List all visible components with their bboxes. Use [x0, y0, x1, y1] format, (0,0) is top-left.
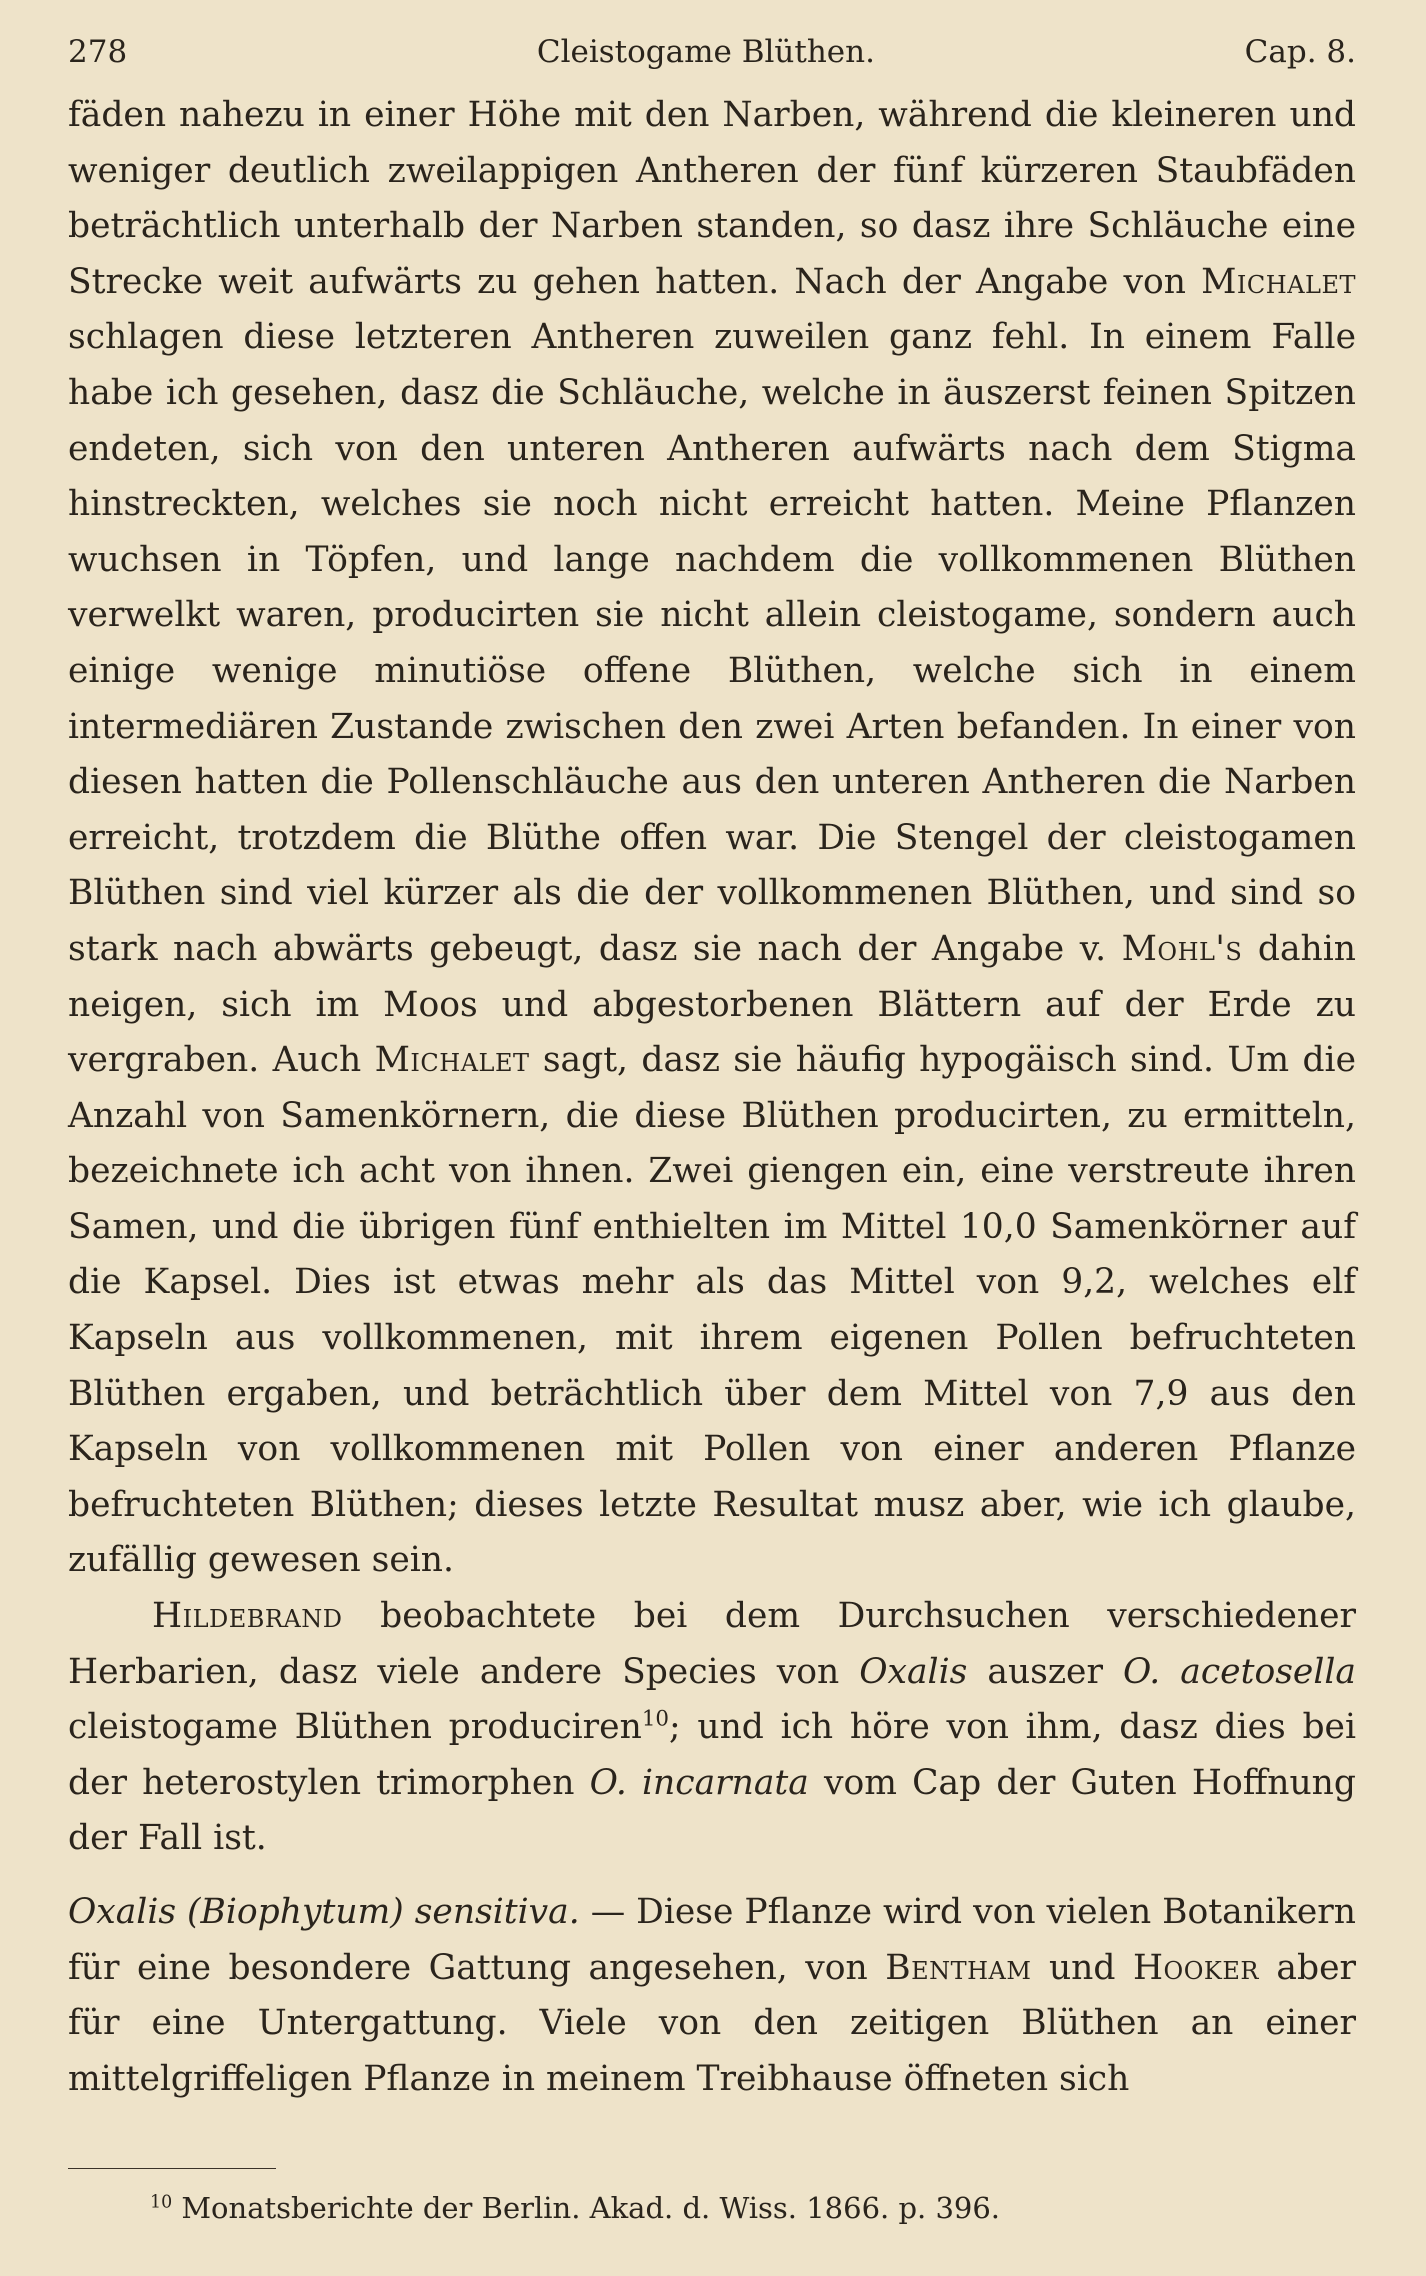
text-run: schlagen diese letzteren Antheren zuweilen ganz fehl. In einem Falle habe ich gesehen, dasz die Schläuche, welche in äuszerst feinen Spitzen endeten, sich von den unteren Antheren aufwärts nach dem Stigma hinstreckten, welches sie noch nicht erreicht hatten. Meine Pflanzen wuchsen in Töpfen, und lange nachdem die vollkommenen Blüthen verwelkt waren, producirten sie nicht allein cleistogame, sondern auch einige wenige minutiöse offene Blüthen, welche sich in einem intermediären Zustande zwischen den zwei Arten befanden. In einer von diesen hatten die Pollenschläuche aus den unteren Antheren die Narben erreicht, trotzdem die Blüthe offen war. Die Stengel der cleistogamen Blüthen sind viel kürzer als die der vollkommenen Blüthen, und sind so stark nach abwärts gebeugt, dasz sie nach der Angabe v.: [68, 317, 1356, 969]
chapter-label: Cap. 8.: [1244, 34, 1356, 70]
footnote-reference[interactable]: 10: [641, 1706, 670, 1732]
text-run: sagt, dasz sie häufig hypogäisch sind. Um die Anzahl von Samenkörnern, die diese Blüthen producirten, zu ermitteln, bezeichnete ich acht von ihnen. Zwei giengen ein, eine verstreute ihren Samen, und die übrigen fünf enthielten im Mittel 10,0 Samenkörner auf die Kapsel. Dies ist etwas mehr als das Mittel von 9,2, welches elf Kapseln aus vollkommenen, mit ihrem eigenen Pollen befruchteten Blüthen ergaben, und beträchtlich über dem Mittel von 7,9 aus den Kapseln von vollkommenen mit Pollen von einer anderen Pflanze befruchteten Blüthen; dieses letzte Resultat musz aber, wie ich glaube, zufällig gewesen sein.: [68, 1040, 1356, 1581]
text-run: auszer: [967, 1651, 1124, 1692]
footnote: [150, 2186, 1000, 2230]
text-run: — Diese Pflanze wird von vielen Botanikern für eine besondere Gattung angesehen, von: [68, 1892, 1356, 1988]
text-run: cleistogame Blüthen produciren: [68, 1707, 642, 1748]
author-name: Michalet: [374, 1040, 530, 1081]
text-run: aber für eine Untergattung. Viele von den zeitigen Blüthen an einer mittelgriffeligen Pflanze in meinem Treibhause öffneten sich: [68, 1947, 1356, 2099]
running-header: [68, 22, 1356, 82]
footnote-text: Monatsberichte der Berlin. Akad. d. Wiss. 1866. p. 396.: [172, 2191, 1001, 2225]
species-heading: Oxalis (Biophytum) sensitiva.: [68, 1892, 580, 1932]
paragraph: [68, 88, 1356, 1589]
footnote-number: 10: [150, 2192, 173, 2213]
paragraph: [68, 1885, 1356, 2107]
footnote-divider: [68, 2168, 276, 2169]
species-name: O. incarnata: [589, 1762, 809, 1803]
text-run: beobachtete bei dem Durchsuchen verschiedener Herbarien, dasz viele andere Species von: [68, 1596, 1356, 1692]
main-text: [68, 88, 1356, 2107]
author-name: Michalet: [1201, 261, 1356, 302]
paragraph: [68, 1589, 1356, 1867]
text-run: und: [1031, 1947, 1133, 1988]
author-name: Hildebrand: [152, 1596, 343, 1637]
page-number: 278: [68, 34, 128, 70]
text-run: vom Cap der Guten Hoffnung der Fall ist.: [68, 1762, 1356, 1859]
author-name: Mohl's: [1121, 928, 1243, 969]
species-name: Oxalis: [859, 1651, 968, 1692]
species-name: O. acetosella: [1123, 1651, 1356, 1692]
author-name: Bentham: [885, 1947, 1032, 1988]
text-run: fäden nahezu in einer Höhe mit den Narben, während die kleineren und weniger deutlich zweilappigen Antheren der fünf kürzeren Staubfäden beträchtlich unterhalb der Narben standen, so dasz ihre Schläuche eine Strecke weit aufwärts zu gehen hatten. Nach der Angabe von: [68, 95, 1356, 302]
text-run: ; und ich höre von ihm, dasz dies bei der heterostylen trimorphen: [68, 1707, 1356, 1803]
running-title: Cleistogame Blüthen.: [536, 34, 875, 70]
text-run: dahin neigen, sich im Moos und abgestorbenen Blättern auf der Erde zu vergraben. Auch: [68, 928, 1356, 1081]
author-name: Hooker: [1132, 1947, 1259, 1988]
